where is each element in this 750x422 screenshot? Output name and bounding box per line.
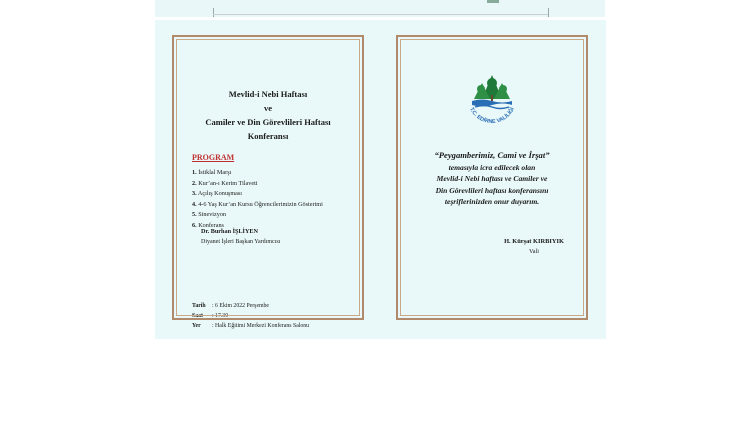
list-item: 5. Sinevizyon [192, 211, 227, 218]
divider [213, 14, 548, 15]
list-item: 3. Açılış Konuşması [192, 190, 243, 197]
invitation-text [406, 150, 578, 208]
list-item: 1. İstiklal Marşı [192, 169, 232, 176]
speaker-name: Dr. Burhan İŞLİYEN [201, 228, 259, 235]
previous-page-strip [155, 0, 605, 17]
title-line: Camiler ve Din Görevlileri Haftası [205, 117, 331, 127]
divider [487, 0, 499, 3]
quote-line: Din Görevlileri haftası konferansını [435, 185, 549, 195]
detail-row: Yer : Halk Eğitimi Merkezi Konferans Salonu [192, 323, 310, 329]
invitation-sheet [155, 20, 606, 339]
list-item: 6. Konferans [192, 221, 224, 229]
event-details [192, 301, 309, 331]
title-line: Mevlid-i Nebi Haftası [228, 89, 308, 99]
program-list [192, 168, 323, 231]
program-panel [172, 35, 364, 329]
quote-line: temasıyla icra edilecek olan [448, 162, 536, 172]
quote-line: Mevlid-i Nebi haftası ve Camiler ve [436, 174, 548, 183]
program-heading: PROGRAM [192, 153, 235, 162]
quote-line: “Peygamberimiz, Cami ve İrşat” [434, 150, 550, 160]
quote-line: teşriflerinizden onur duyarım. [444, 197, 540, 206]
governor-title: Vali [529, 248, 539, 255]
governor-name: H. Kürşat KIRBIYIK [504, 238, 564, 245]
invitation-panel [396, 35, 588, 320]
detail-row: Saat : 17.30 [192, 313, 229, 319]
svg-text:T.C. EDİRNE VALİLİĞİ: T.C. EDİRNE VALİLİĞİ [468, 106, 516, 126]
divider [213, 8, 214, 17]
divider [548, 8, 549, 17]
edirne-valiligi-logo-icon [462, 69, 522, 127]
list-item: 2. Kur’an-ı Kerim Tilaveti [192, 179, 258, 187]
detail-row: Tarih : 6 Ekim 2022 Perşembe [192, 303, 269, 309]
list-item: 4. 4-6 Yaş Kur’an Kursu Öğrencilerimizin Gösterimi [192, 200, 323, 208]
title-line: Konferansı [247, 131, 289, 141]
speaker-role: Diyanet İşleri Başkan Yardımcısı [201, 239, 281, 245]
title-line: ve [263, 103, 273, 113]
event-title [174, 87, 362, 143]
